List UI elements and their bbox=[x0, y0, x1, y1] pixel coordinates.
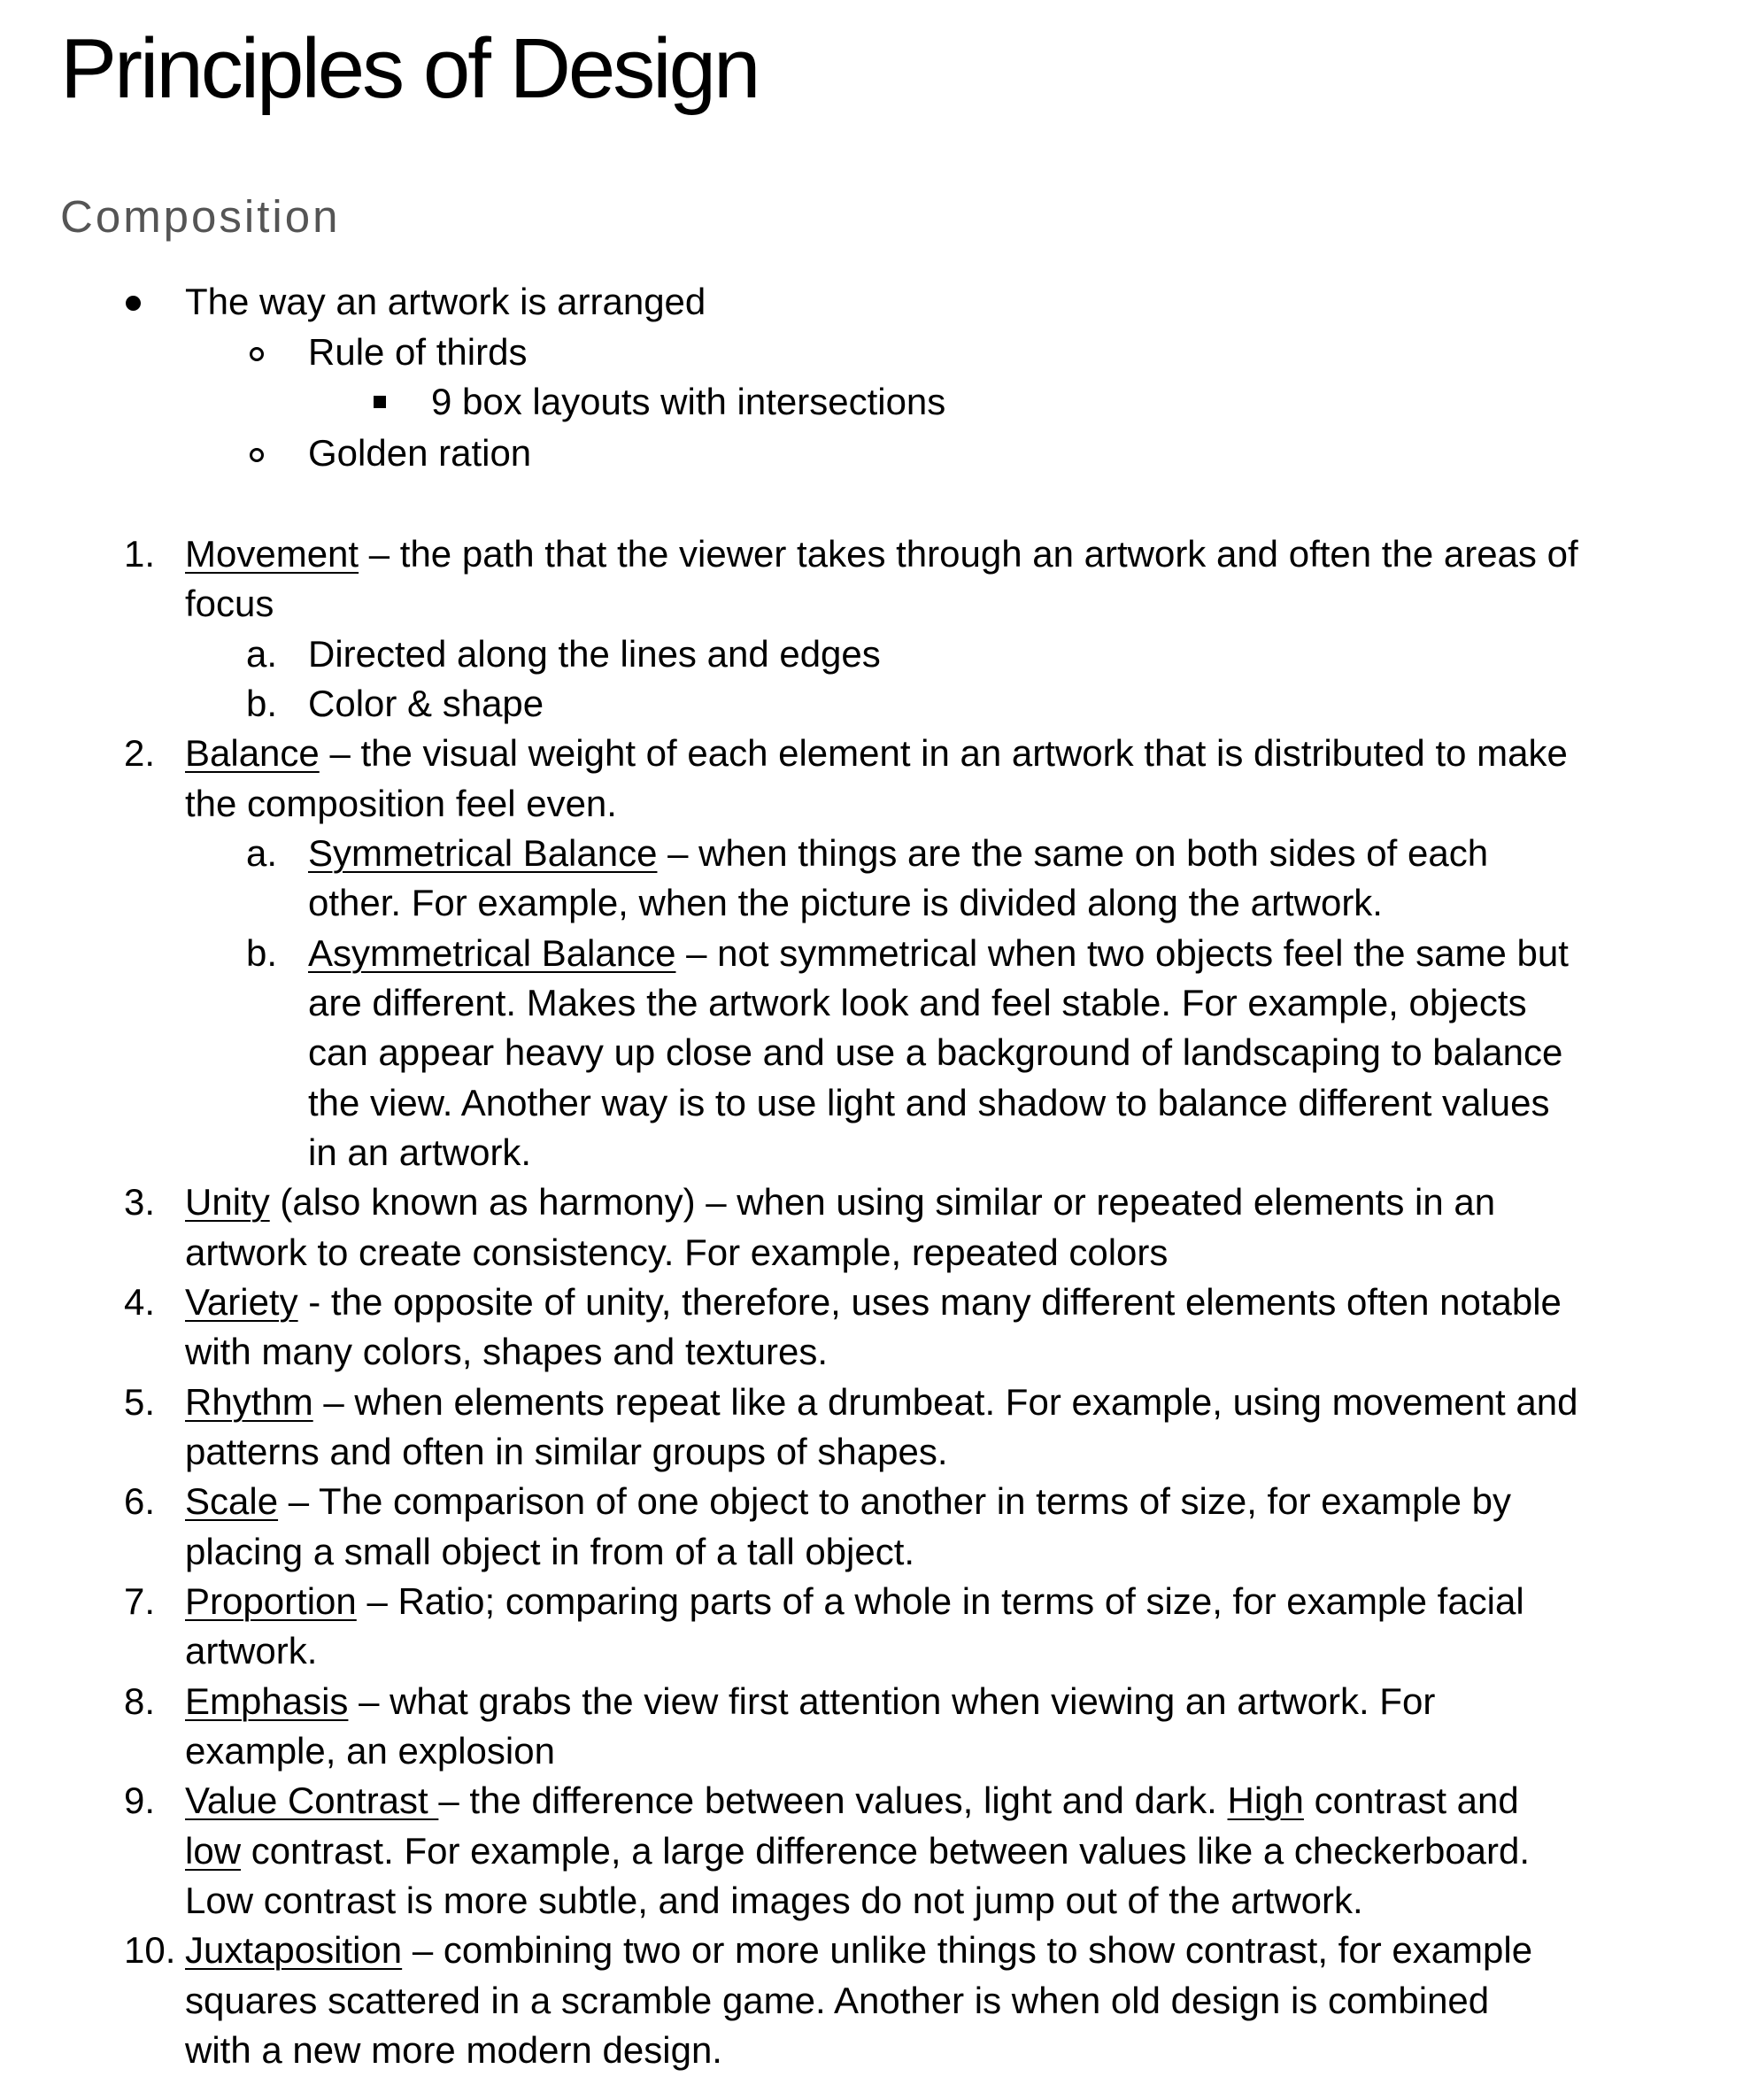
list-item-proportion bbox=[185, 1577, 1524, 1626]
item-text: - the opposite of unity, therefore, uses many different elements often notable bbox=[297, 1281, 1562, 1323]
item-text: with many colors, shapes and textures. bbox=[185, 1331, 829, 1372]
list-item-emphasis bbox=[185, 1677, 1435, 1726]
list-letter: a. bbox=[246, 633, 278, 675]
item-text: squares scattered in a scramble game. Another is when old design is combined bbox=[185, 1980, 1490, 2021]
term-variety: Variety bbox=[185, 1281, 298, 1323]
list-item-variety bbox=[185, 1278, 1562, 1327]
list-number: 10. bbox=[124, 1929, 176, 1971]
item-text: contrast and bbox=[1303, 1780, 1519, 1821]
sub-item-symmetrical bbox=[308, 829, 1488, 878]
item-text: – combining two or more unlike things to show contrast, for example bbox=[402, 1929, 1533, 1971]
sub-item-asymmetrical bbox=[308, 929, 1569, 978]
list-item-value-contrast bbox=[185, 1776, 1519, 1826]
item-text: in an artwork. bbox=[308, 1131, 532, 1173]
item-text: the view. Another way is to use light and shadow to balance different values bbox=[308, 1082, 1550, 1123]
item-text: – when elements repeat like a drumbeat. For example, using movement and bbox=[312, 1381, 1578, 1423]
list-number: 3. bbox=[124, 1181, 156, 1223]
item-text: can appear heavy up close and use a background of landscaping to balance bbox=[308, 1031, 1563, 1073]
list-number: 1. bbox=[124, 533, 156, 575]
item-text: – the path that the viewer takes through an artwork and often the areas of bbox=[359, 533, 1578, 575]
term-juxtaposition: Juxtaposition bbox=[185, 1929, 403, 1971]
bullet-subitem: Rule of thirds bbox=[308, 331, 528, 373]
list-item-juxtaposition bbox=[185, 1926, 1532, 1975]
list-number: 2. bbox=[124, 732, 156, 774]
term-rhythm: Rhythm bbox=[185, 1381, 313, 1423]
term-scale: Scale bbox=[185, 1480, 279, 1522]
term-high: High bbox=[1227, 1780, 1304, 1821]
sub-item-text: Color & shape bbox=[308, 683, 544, 724]
bullet-disc-icon bbox=[126, 296, 141, 311]
list-number: 8. bbox=[124, 1680, 156, 1722]
list-number: 5. bbox=[124, 1381, 156, 1423]
item-text: Low contrast is more subtle, and images do not jump out of the artwork. bbox=[185, 1880, 1363, 1921]
term-low: low bbox=[185, 1830, 242, 1872]
list-number: 6. bbox=[124, 1480, 156, 1522]
list-number: 7. bbox=[124, 1580, 156, 1622]
item-text: other. For example, when the picture is divided along the artwork. bbox=[308, 882, 1383, 923]
list-number: 4. bbox=[124, 1281, 156, 1323]
item-text: – the visual weight of each element in an artwork that is distributed to make bbox=[319, 732, 1568, 774]
item-text: example, an explosion bbox=[185, 1730, 555, 1772]
list-item-scale bbox=[185, 1477, 1511, 1526]
bullet-subitem: Golden ration bbox=[308, 432, 532, 474]
item-text: patterns and often in similar groups of shapes. bbox=[185, 1431, 948, 1472]
list-item-balance bbox=[185, 729, 1568, 778]
item-text: contrast. For example, a large difference between values like a checkerboard. bbox=[241, 1830, 1531, 1872]
list-item-unity bbox=[185, 1177, 1495, 1227]
bullet-item: The way an artwork is arranged bbox=[185, 281, 706, 322]
item-text: – The comparison of one object to another in terms of size, for example by bbox=[278, 1480, 1512, 1522]
term-asymmetrical-balance: Asymmetrical Balance bbox=[308, 932, 676, 974]
bullet-square-icon bbox=[374, 396, 386, 408]
bullet-subsubitem: 9 box layouts with intersections bbox=[431, 381, 946, 422]
term-proportion: Proportion bbox=[185, 1580, 357, 1622]
term-value-contrast: Value Contrast bbox=[185, 1780, 439, 1821]
list-letter: b. bbox=[246, 683, 278, 724]
item-text: artwork to create consistency. For example, repeated colors bbox=[185, 1231, 1169, 1273]
item-text: placing a small object in from of a tall object. bbox=[185, 1531, 915, 1572]
list-letter: b. bbox=[246, 932, 278, 974]
term-balance: Balance bbox=[185, 732, 320, 774]
item-text: – what grabs the view first attention when viewing an artwork. For bbox=[348, 1680, 1436, 1722]
term-symmetrical-balance: Symmetrical Balance bbox=[308, 832, 658, 874]
item-text: – when things are the same on both sides of each bbox=[657, 832, 1489, 874]
bullet-circle-icon bbox=[250, 347, 264, 361]
item-text: the composition feel even. bbox=[185, 783, 617, 824]
item-text: are different. Makes the artwork look and feel stable. For example, objects bbox=[308, 982, 1527, 1023]
item-text: focus bbox=[185, 583, 274, 624]
item-text: artwork. bbox=[185, 1630, 318, 1672]
page-title: Principles of Design bbox=[60, 21, 759, 116]
list-number: 9. bbox=[124, 1780, 156, 1821]
list-letter: a. bbox=[246, 832, 278, 874]
list-item-rhythm bbox=[185, 1378, 1577, 1427]
sub-item-text: Directed along the lines and edges bbox=[308, 633, 881, 675]
term-unity: Unity bbox=[185, 1181, 270, 1223]
item-text: – Ratio; comparing parts of a whole in terms of size, for example facial bbox=[356, 1580, 1524, 1622]
bullet-circle-icon bbox=[250, 448, 264, 462]
item-text: – the difference between values, light and dark. bbox=[438, 1780, 1228, 1821]
item-text: – not symmetrical when two objects feel the same but bbox=[675, 932, 1569, 974]
term-movement: Movement bbox=[185, 533, 359, 575]
list-item-movement bbox=[185, 529, 1578, 579]
item-text: (also known as harmony) – when using similar or repeated elements in an bbox=[269, 1181, 1496, 1223]
item-text-line bbox=[185, 1826, 1530, 1876]
item-text: with a new more modern design. bbox=[185, 2029, 722, 2071]
section-subtitle: Composition bbox=[60, 191, 341, 242]
term-emphasis: Emphasis bbox=[185, 1680, 349, 1722]
